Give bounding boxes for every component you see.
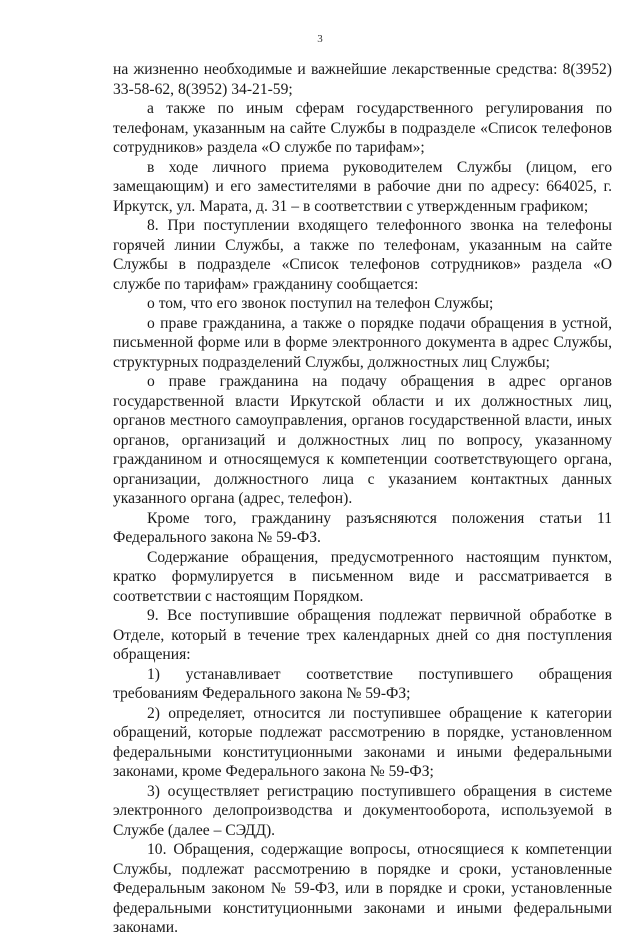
paragraph-content-recorded: Содержание обращения, предусмотренного настоящим пунктом, кратко формулируется в письменном виде и рассматривается в соответствии с настоящим Порядком. (113, 548, 612, 605)
paragraph-call-received: о том, что его звонок поступил на телефон Службы; (147, 295, 494, 312)
paragraph-item-8: 8. При поступлении входящего телефонного звонка на телефоны горячей линии Службы, а также по телефонам, указанным на сайте Службы в подразделе «Список телефонов сотрудников» раздела «О службе по тарифам» гражданину сообщается: (113, 217, 612, 293)
paragraph-item-9-1: 1) устанавливает соответствие поступившего обращения требованиям Федерального закона № 59-ФЗ; (113, 665, 612, 702)
page-number: 3 (317, 33, 323, 45)
paragraph-item-9-3: 3) осуществляет регистрацию поступившего обращения в системе электронного делопроизводства и документооборота, используемой в Службе (далее – СЭДД). (113, 782, 612, 839)
paragraph-right-to-appeal: о праве гражданина, а также о порядке подачи обращения в устной, письменной форме или в форме электронного документа в адрес Службы, структурных подразделений Службы, должностных лиц Службы; (113, 314, 612, 371)
paragraph-article-11: Кроме того, гражданину разъясняются положения статьи 11 Федерального закона № 59-ФЗ. (113, 509, 612, 546)
paragraph-medicine-phones: на жизненно необходимые и важнейшие лекарственные средства: 8(3952) 33-58-62, 8(3952) 34-21-59; (113, 61, 612, 98)
paragraph-other-spheres: а также по иным сферам государственного регулирования по телефонам, указанным на сайте Службы в подразделе «Список телефонов сотрудников» раздела «О службе по тарифам»; (113, 100, 612, 156)
paragraph-item-9: 9. Все поступившие обращения подлежат первичной обработке в Отделе, который в течение трех календарных дней со дня поступления обращения: (113, 607, 612, 663)
paragraph-item-10: 10. Обращения, содержащие вопросы, относящиеся к компетенции Службы, подлежат рассмотрению в порядке и сроки, установленные Федеральным законом № 59-ФЗ, или в порядке и сроки, установленные федеральными конституционными законами и иными федеральными законами. (113, 841, 612, 936)
paragraph-item-9-2: 2) определяет, относится ли поступившее обращение к категории обращений, которые подлежат рассмотрению в порядке, установленном федеральными конституционными законами и иными федеральными законами, кроме Федерального закона № 59-ФЗ; (113, 704, 612, 780)
document-body (113, 60, 612, 938)
paragraph-personal-reception: в ходе личного приема руководителем Службы (лицом, его замещающим) и его заместителями в рабочие дни по адресу: 664025, г. Иркутск, ул. Марата, д. 31 – в соответствии с утвержденным графиком; (113, 158, 612, 215)
paragraph-right-to-other-bodies: о праве гражданина на подачу обращения в адрес органов государственной власти Иркутской области и их должностных лиц, органов местного самоуправления, органов государственной власти, иных органов, организаций и должностных лиц по вопросу, указанному гражданином и относящемуся к компетенции соответствующего органа, организации, должностного лица с указанием контактных данных указанного органа (адрес, телефон). (113, 373, 612, 507)
